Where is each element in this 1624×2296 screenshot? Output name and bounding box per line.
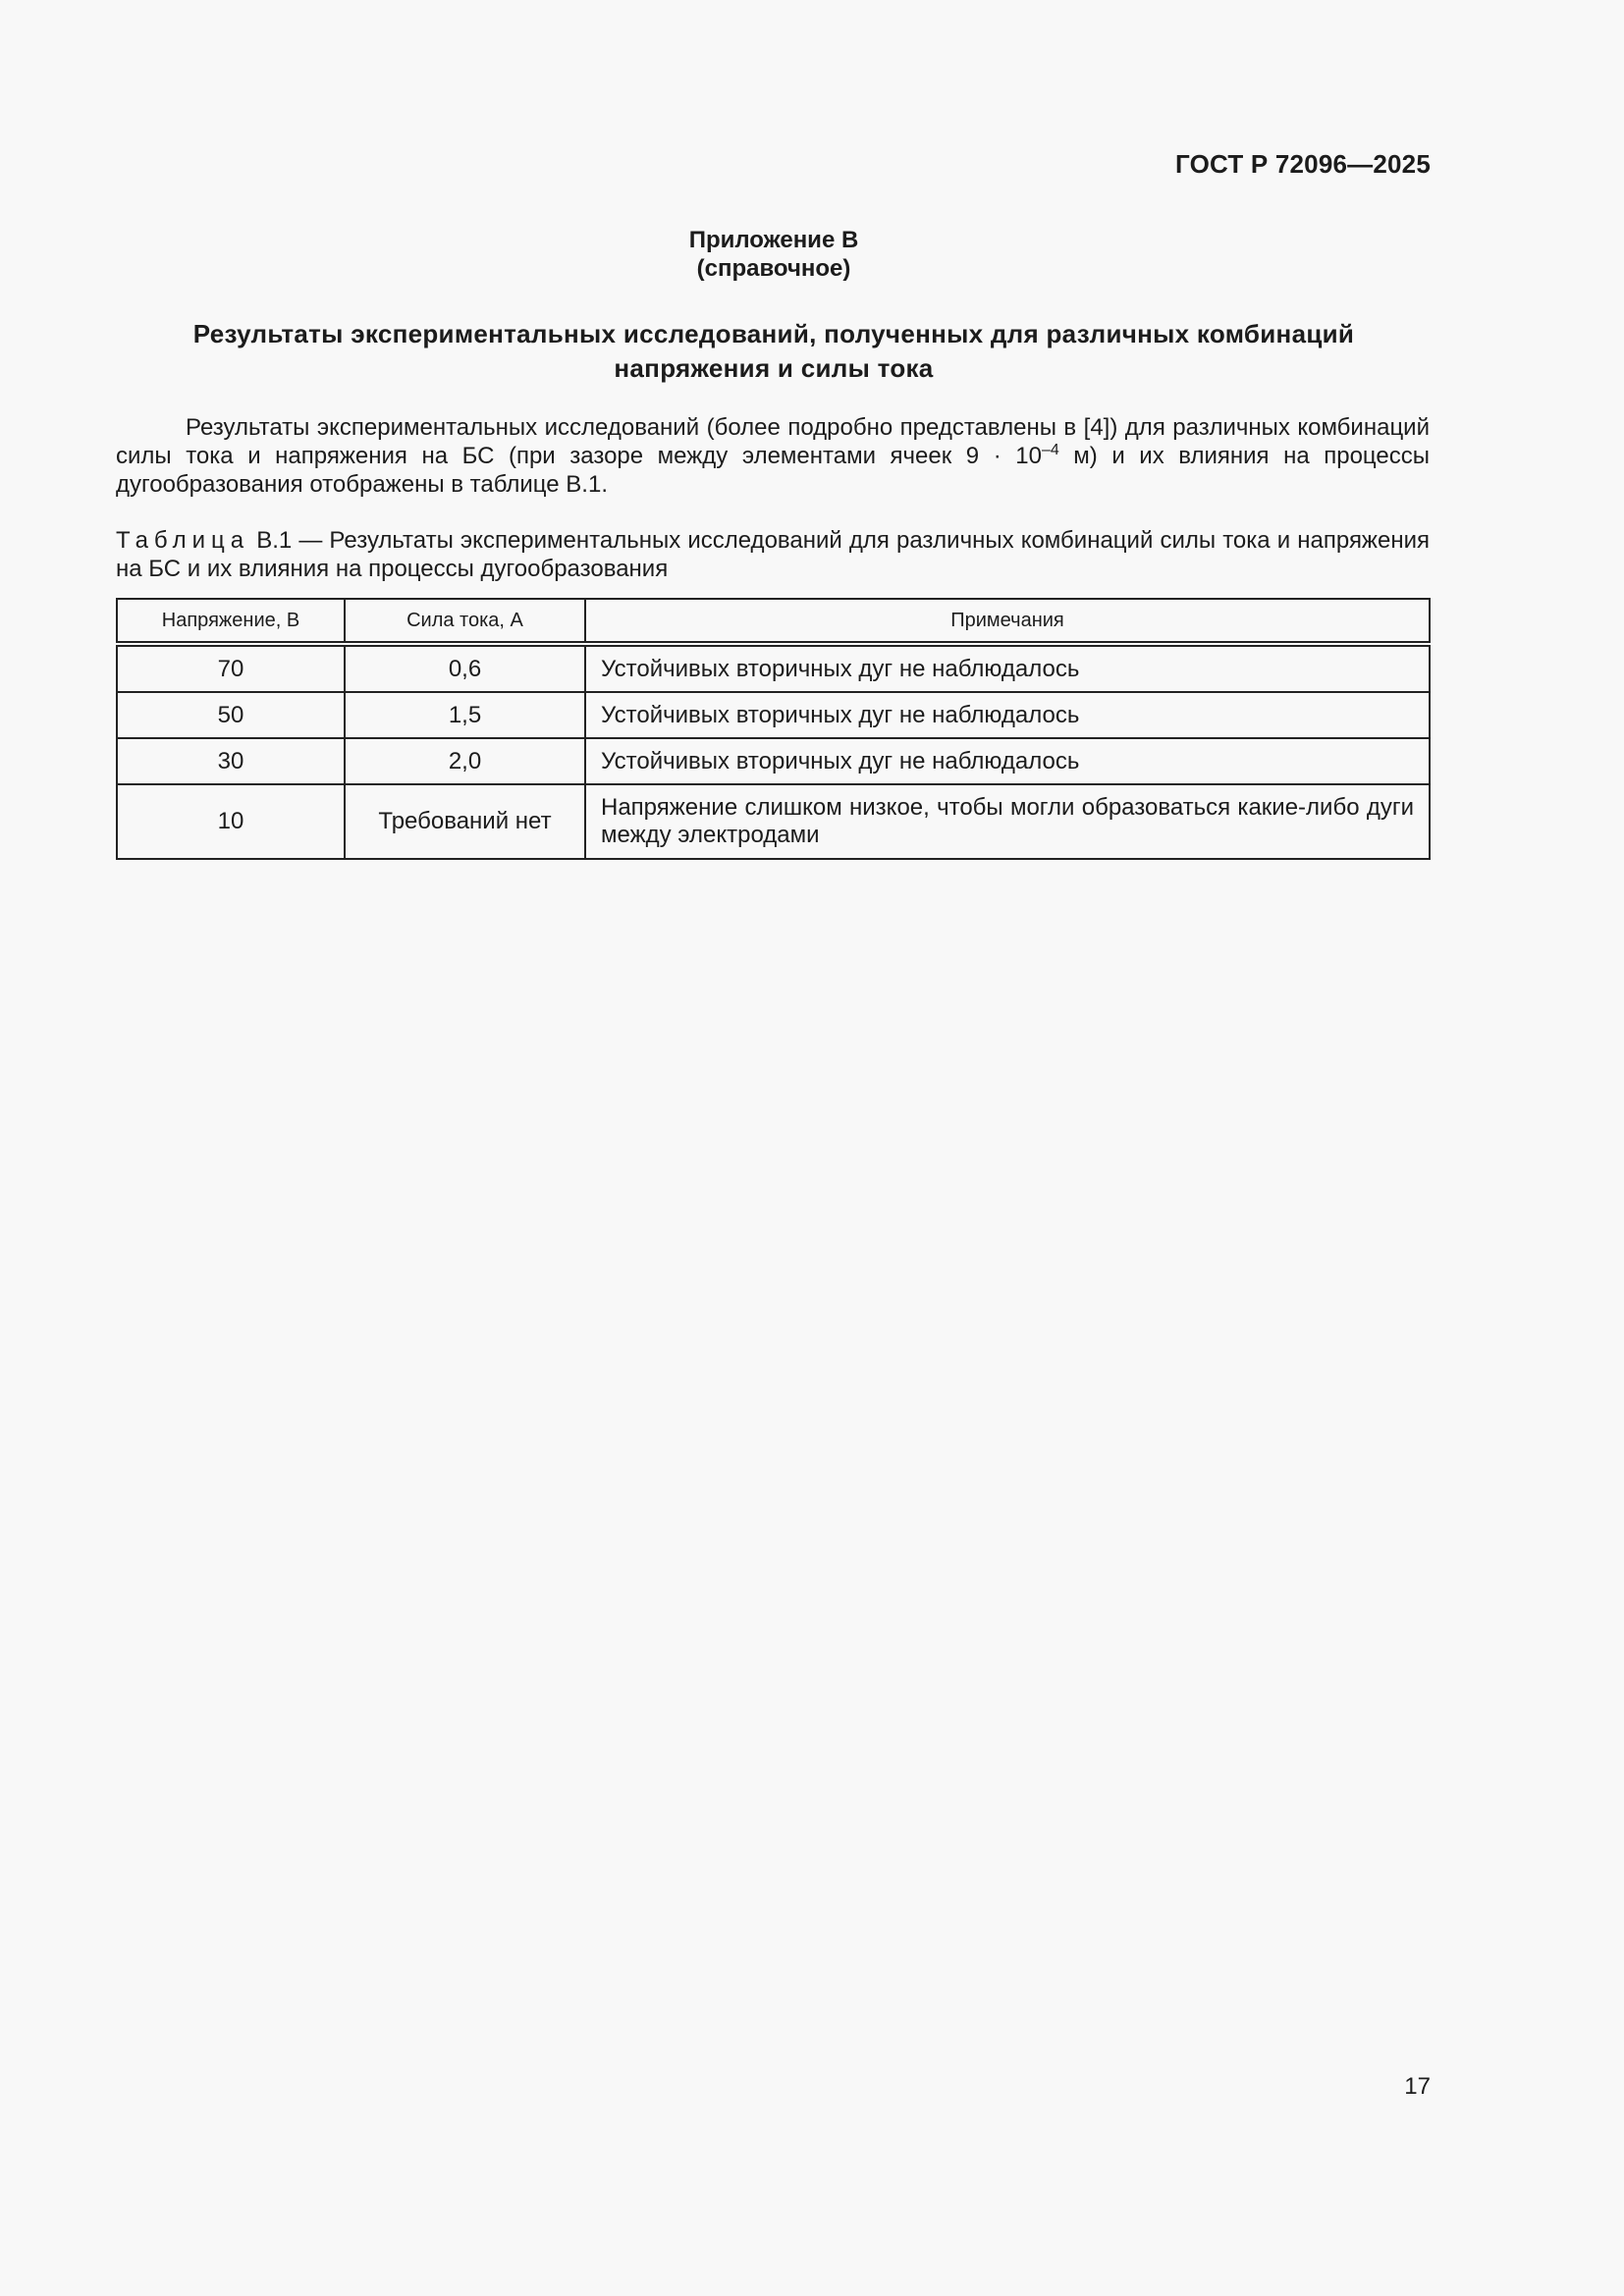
cell-notes: Напряжение слишком низкое, чтобы могли образоваться какие-либо дуги между электродами — [585, 784, 1430, 859]
page-number: 17 — [1404, 2073, 1431, 2100]
table-caption-text: В.1 — Результаты экспериментальных исследований для различных комбинаций силы тока и напряжения на БС и их влияния на процессы дугообразования — [116, 527, 1430, 582]
cell-current: 0,6 — [345, 644, 585, 692]
section-title-line-2: напряжения и силы тока — [614, 353, 934, 383]
cell-voltage: 50 — [117, 692, 345, 738]
cell-voltage: 10 — [117, 784, 345, 859]
results-table — [116, 598, 1431, 860]
cell-voltage: 70 — [117, 644, 345, 692]
header-voltage: Напряжение, В — [117, 599, 345, 644]
table-row — [117, 784, 1430, 859]
paragraph-text-end: м) и их влияния на процессы дугообразования отображены в таблице В.1. — [116, 443, 1430, 498]
table-row — [117, 644, 1430, 692]
table-caption-label: Таблица — [116, 527, 250, 554]
cell-voltage: 30 — [117, 738, 345, 784]
table-row — [117, 692, 1430, 738]
appendix-title: Приложение В — [688, 227, 859, 253]
exponent: –4 — [1041, 442, 1059, 458]
header-current: Сила тока, А — [345, 599, 585, 644]
table-header-row — [117, 599, 1430, 644]
cell-notes: Устойчивых вторичных дуг не наблюдалось — [585, 644, 1430, 692]
table-caption — [116, 526, 1430, 583]
appendix-heading — [118, 226, 1430, 283]
appendix-subtitle: (справочное) — [696, 255, 851, 282]
cell-current: Требований нет — [345, 784, 585, 859]
section-title — [118, 317, 1430, 386]
cell-notes: Устойчивых вторичных дуг не наблюдалось — [585, 738, 1430, 784]
section-title-line-1: Результаты экспериментальных исследований, полученных для различных комбинаций — [192, 319, 1355, 348]
paragraph-text-start: Результаты экспериментальных исследований (более подробно представлены в [4]) для различных комбинаций силы тока и напряжения на БС (при зазоре между элементами ячеек 9 · 10 — [116, 414, 1430, 469]
body-paragraph — [116, 413, 1430, 499]
cell-current: 1,5 — [345, 692, 585, 738]
table-row — [117, 738, 1430, 784]
cell-notes: Устойчивых вторичных дуг не наблюдалось — [585, 692, 1430, 738]
header-notes: Примечания — [585, 599, 1430, 644]
cell-current: 2,0 — [345, 738, 585, 784]
document-code: ГОСТ Р 72096—2025 — [1175, 149, 1431, 179]
